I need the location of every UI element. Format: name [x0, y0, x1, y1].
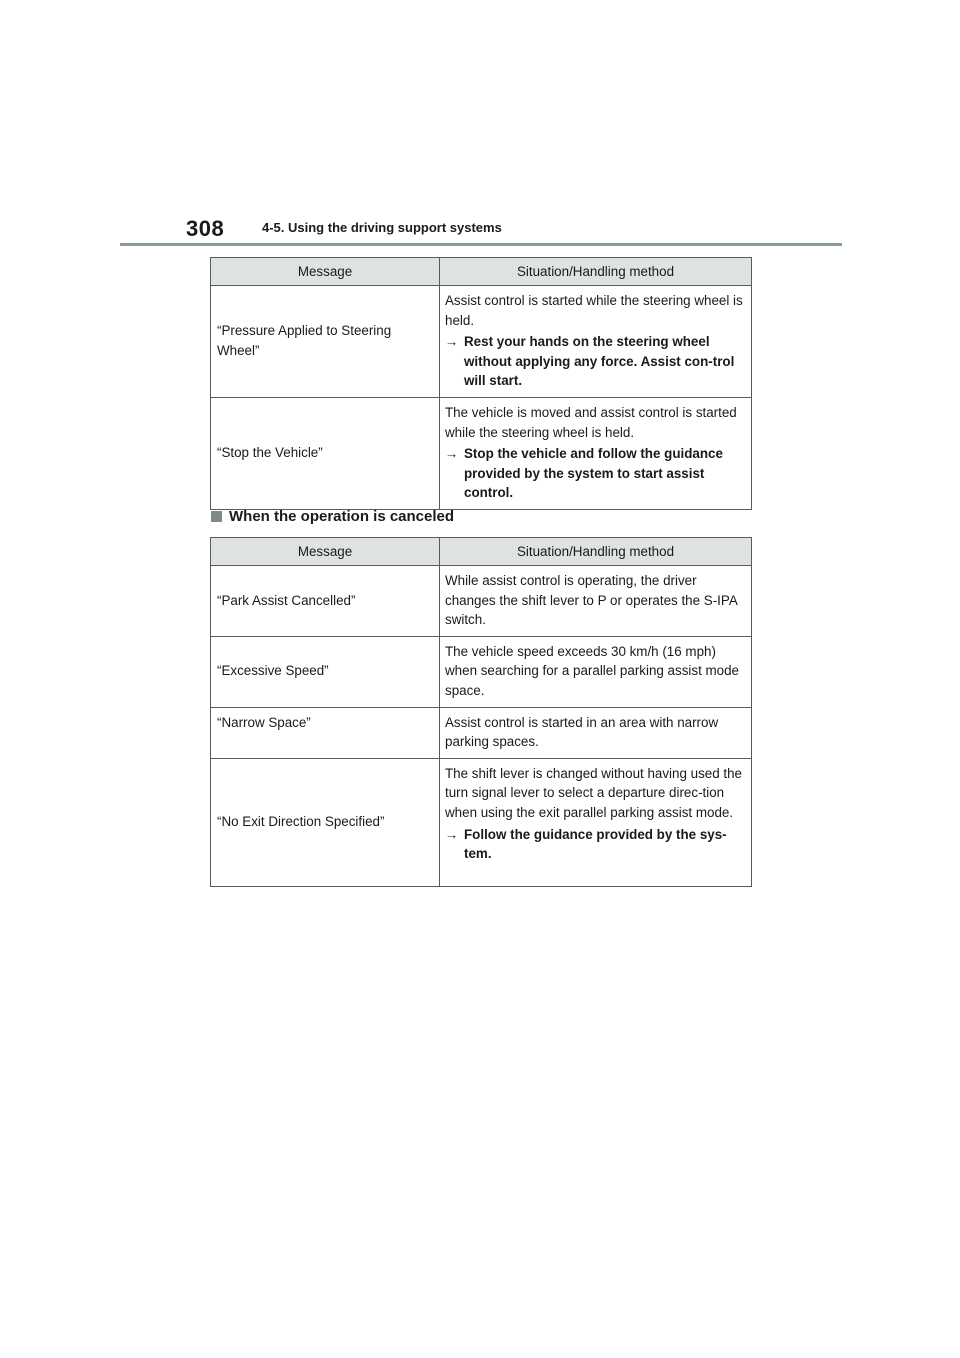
subheading-text: When the operation is canceled: [229, 508, 455, 525]
message-cell: “Stop the Vehicle”: [211, 397, 440, 509]
message-cell: “Narrow Space”: [211, 707, 440, 758]
handling-method: [445, 444, 746, 503]
table-row: [211, 707, 752, 758]
header-divider: [120, 243, 842, 246]
column-header-message: Message: [211, 258, 440, 286]
message-cell: “Pressure Applied to Steering Wheel”: [211, 286, 440, 398]
arrow-right-icon: →: [445, 826, 459, 842]
situation-text: The shift lever is changed without having used the turn signal lever to select a departure direc-tion when using the exit parallel parking assist mode.: [445, 765, 743, 820]
handling-method: [445, 825, 746, 864]
table-row: [211, 286, 752, 398]
situation-text: Assist control is started while the steering wheel is held.: [445, 293, 743, 328]
table-header-row: [211, 538, 752, 566]
subheading: [211, 508, 454, 525]
column-header-message: Message: [211, 538, 440, 566]
situation-cell: [440, 636, 752, 707]
message-cell: “Excessive Speed”: [211, 636, 440, 707]
message-cell: “No Exit Direction Specified”: [211, 758, 440, 886]
messages-table-2: [210, 537, 752, 887]
situation-text: While assist control is operating, the driver changes the shift lever to P or operates the S-IPA switch.: [445, 573, 738, 628]
table-row: [211, 566, 752, 637]
situation-text: The vehicle speed exceeds 30 km/h (16 mph) when searching for a parallel parking assist mode space.: [445, 643, 740, 698]
situation-text: Assist control is started in an area with narrow parking spaces.: [445, 714, 719, 750]
column-header-situation: Situation/Handling method: [440, 258, 752, 286]
section-title: 4-5. Using the driving support systems: [262, 220, 502, 235]
column-header-situation: Situation/Handling method: [440, 538, 752, 566]
arrow-right-icon: →: [445, 334, 459, 350]
table-row: [211, 636, 752, 707]
messages-table-1: [210, 257, 752, 510]
arrow-right-icon: →: [445, 446, 459, 462]
handling-text: Stop the vehicle and follow the guidance provided by the system to start assist control.: [464, 446, 723, 501]
situation-cell: [440, 566, 752, 637]
handling-text: Follow the guidance provided by the sys-tem.: [464, 826, 727, 862]
situation-cell: [440, 286, 752, 398]
handling-method: [445, 332, 746, 391]
situation-cell: [440, 397, 752, 509]
situation-cell: [440, 707, 752, 758]
page-number: 308: [186, 216, 225, 241]
handling-text: Rest your hands on the steering wheel without applying any force. Assist con-trol will start.: [464, 334, 735, 389]
square-bullet-icon: [211, 511, 222, 522]
table-row: [211, 758, 752, 886]
situation-cell: [440, 758, 752, 886]
message-cell: “Park Assist Cancelled”: [211, 566, 440, 637]
table-row: [211, 397, 752, 509]
table-header-row: [211, 258, 752, 286]
situation-text: The vehicle is moved and assist control is started while the steering wheel is held.: [445, 404, 737, 440]
